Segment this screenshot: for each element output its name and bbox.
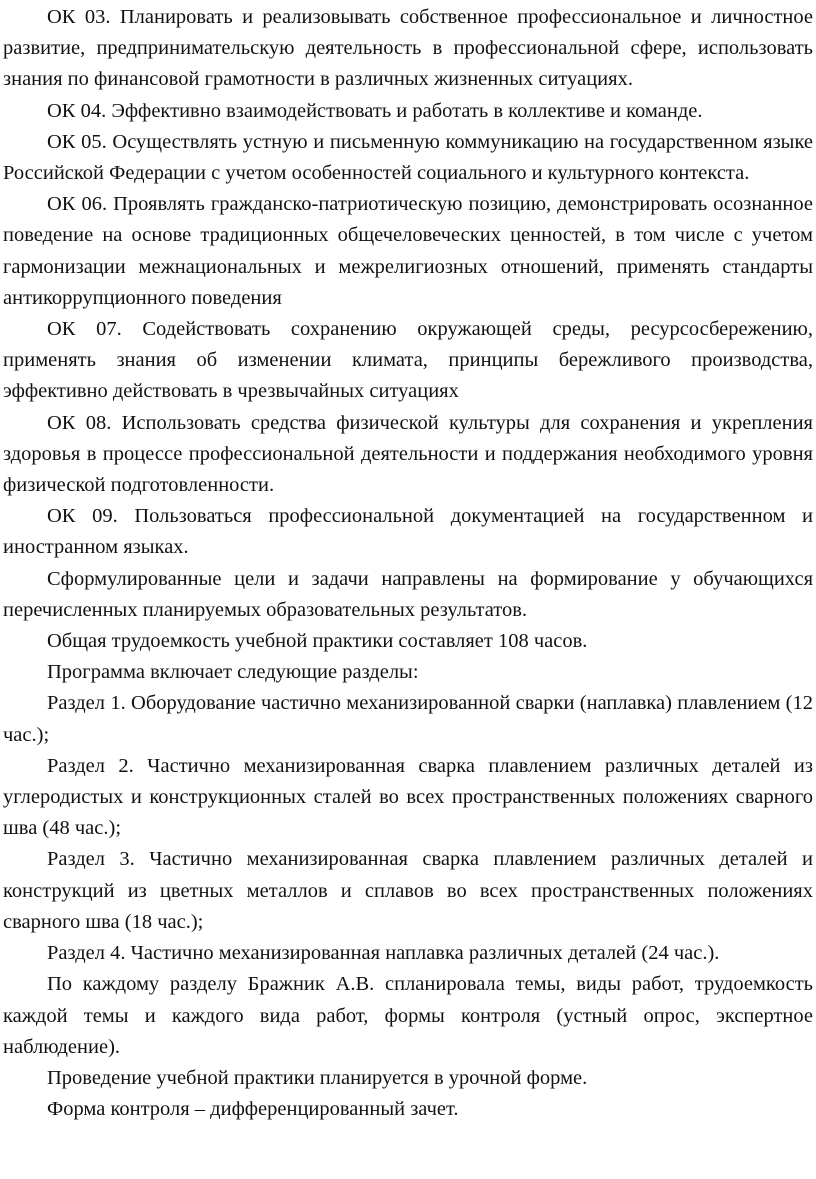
paragraph-ok-07: ОК 07. Содействовать сохранению окружающей среды, ресурсосбережению, применять знания об изменении климата, принципы бережливого производства, эффективно действовать в чрезвычайных ситуациях bbox=[3, 318, 813, 403]
paragraph-total-hours: Общая трудоемкость учебной практики составляет 108 часов. bbox=[47, 630, 588, 653]
paragraph-planning: По каждому разделу Бражник А.В. спланировала темы, виды работ, трудоемкость каждой темы и каждого вида работ, формы контроля (устный опрос, экспертное наблюдение). bbox=[3, 973, 813, 1058]
paragraph-program-intro: Программа включает следующие разделы: bbox=[47, 661, 419, 684]
paragraph-ok-04: ОК 04. Эффективно взаимодействовать и работать в коллективе и команде. bbox=[47, 99, 703, 122]
paragraph-ok-03: ОК 03. Планировать и реализовывать собственное профессиональное и личностное развитие, предпринимательскую деятельность в профессиональной сфере, использовать знания по финансовой грамотности в различных жизненных ситуациях. bbox=[3, 6, 813, 91]
paragraph-ok-06: ОК 06. Проявлять гражданско-патриотическую позицию, демонстрировать осознанное поведение на основе традиционных общечеловеческих ценностей, в том числе с учетом гармонизации межнациональных и межрелигиозных отношений, применять стандарты антикоррупционного поведения bbox=[3, 193, 813, 309]
paragraph-control-form: Форма контроля – дифференцированный зачет. bbox=[47, 1098, 459, 1121]
paragraph-section-1: Раздел 1. Оборудование частично механизированной сварки (наплавка) плавлением (12 час.); bbox=[3, 692, 813, 746]
paragraph-goals: Сформулированные цели и задачи направлены на формирование у обучающихся перечисленных планируемых образовательных результатов. bbox=[3, 567, 813, 621]
paragraph-ok-08: ОК 08. Использовать средства физической культуры для сохранения и укрепления здоровья в процессе профессиональной деятельности и поддержания необходимого уровня физической подготовленности. bbox=[3, 411, 813, 497]
paragraph-ok-09: ОК 09. Пользоваться профессиональной документацией на государственном и иностранном языках. bbox=[3, 505, 813, 559]
paragraph-ok-05: ОК 05. Осуществлять устную и письменную коммуникацию на государственном языке Российской Федерации с учетом особенностей социального и культурного контекста. bbox=[3, 130, 813, 185]
paragraph-section-2: Раздел 2. Частично механизированная сварка плавлением различных деталей из углеродистых и конструкционных сталей во всех пространственных положениях сварного шва (48 час.); bbox=[3, 754, 813, 840]
paragraph-section-3: Раздел 3. Частично механизированная сварка плавлением различных деталей и конструкций из цветных металлов и сплавов во всех пространственных положениях сварного шва (18 час.); bbox=[3, 848, 813, 933]
paragraph-practice-form: Проведение учебной практики планируется в урочной форме. bbox=[47, 1066, 588, 1089]
paragraph-section-4: Раздел 4. Частично механизированная наплавка различных деталей (24 час.). bbox=[47, 942, 720, 965]
